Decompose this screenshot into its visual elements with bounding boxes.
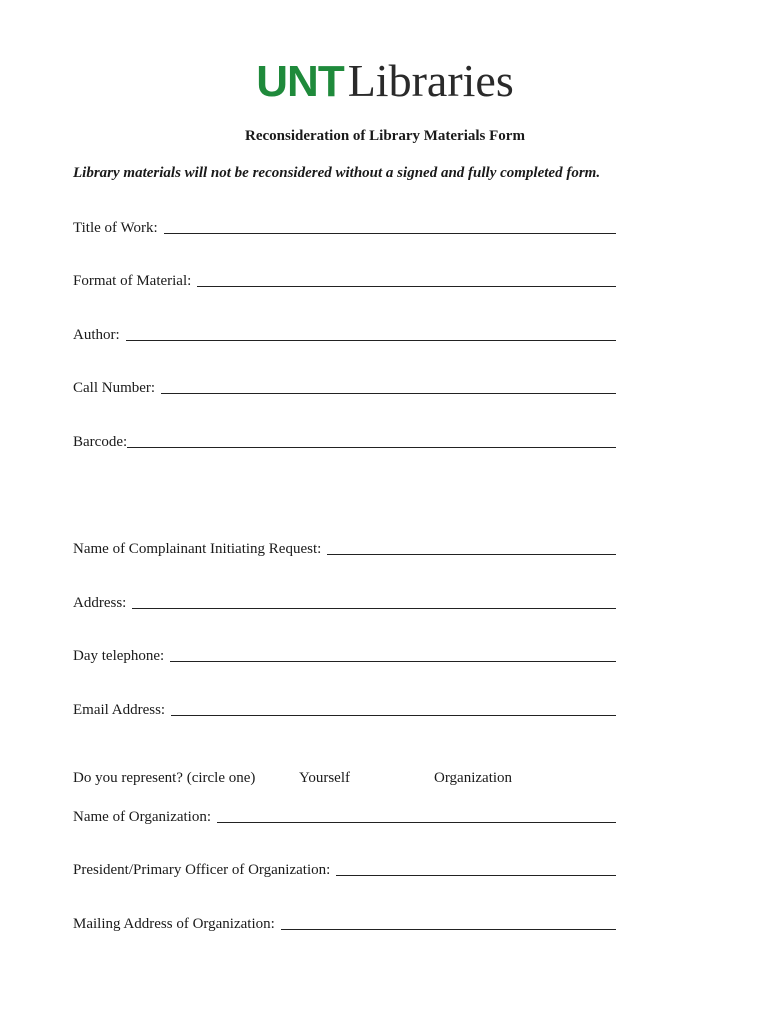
address-field[interactable] [73, 592, 616, 612]
field-label: Name of Organization: [73, 809, 212, 825]
author-line[interactable] [126, 340, 616, 341]
field-label: Call Number: [73, 380, 156, 396]
logo-libraries-text: Libraries [347, 55, 514, 106]
organization-mailing-address-field[interactable] [73, 913, 616, 933]
unt-libraries-logo [0, 55, 770, 106]
email-address-field[interactable] [73, 699, 616, 719]
form-title: Reconsideration of Library Materials Form [245, 128, 525, 144]
complainant-name-field[interactable] [73, 538, 616, 558]
organization-name-line[interactable] [217, 822, 616, 823]
organization-officer-line[interactable] [336, 875, 616, 876]
day-telephone-field[interactable] [73, 645, 616, 665]
field-label: Barcode: [73, 434, 128, 450]
represent-option-yourself[interactable]: Yourself [299, 770, 350, 786]
address-line[interactable] [132, 608, 616, 609]
field-label: Address: [73, 595, 127, 611]
call-number-field[interactable] [73, 377, 616, 397]
organization-name-field[interactable] [73, 806, 616, 826]
barcode-line[interactable] [127, 447, 616, 448]
organization-mailing-address-line[interactable] [281, 929, 616, 930]
organization-officer-field[interactable] [73, 859, 616, 879]
field-label: Title of Work: [73, 220, 158, 236]
title-of-work-field[interactable] [73, 217, 616, 237]
field-label: Name of Complainant Initiating Request: [73, 541, 322, 557]
field-label: Email Address: [73, 702, 166, 718]
format-of-material-field[interactable] [73, 270, 616, 290]
form-notice: Library materials will not be reconsidered without a signed and fully completed form. [73, 165, 601, 181]
author-field[interactable] [73, 324, 616, 344]
field-label: Format of Material: [73, 273, 192, 289]
field-label: Day telephone: [73, 648, 165, 664]
barcode-field[interactable] [73, 431, 616, 451]
format-of-material-line[interactable] [197, 286, 616, 287]
email-address-line[interactable] [171, 715, 616, 716]
represent-question [73, 770, 616, 790]
represent-option-organization[interactable]: Organization [434, 770, 513, 786]
field-label: Mailing Address of Organization: [73, 916, 275, 932]
represent-question-label: Do you represent? (circle one) [73, 770, 256, 786]
field-label: Author: [73, 327, 120, 343]
complainant-name-line[interactable] [327, 554, 616, 555]
call-number-line[interactable] [161, 393, 616, 394]
title-of-work-line[interactable] [164, 233, 616, 234]
day-telephone-line[interactable] [170, 661, 616, 662]
logo-unt-text: UNT [256, 57, 344, 106]
field-label: President/Primary Officer of Organization: [73, 862, 331, 878]
